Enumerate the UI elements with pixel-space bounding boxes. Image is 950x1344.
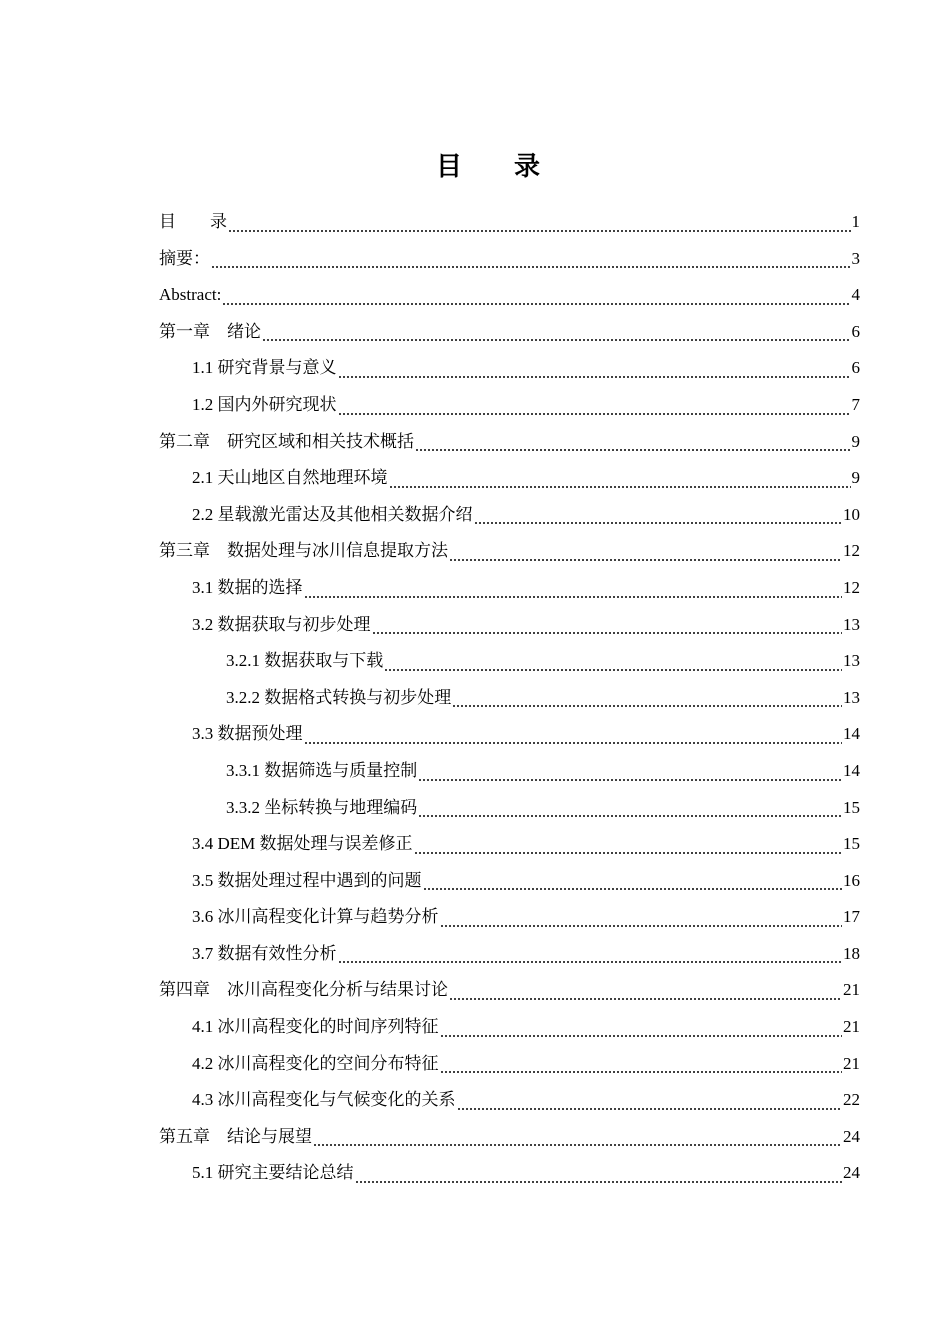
dot-leader <box>372 632 843 634</box>
toc-entry-label: 2.2 星载激光雷达及其他相关数据介绍 <box>192 504 473 524</box>
dot-leader <box>262 339 851 341</box>
toc-entry[interactable] <box>159 753 860 790</box>
table-of-contents <box>159 204 860 1192</box>
page-title <box>0 146 950 183</box>
toc-entry-page: 21 <box>843 980 860 1000</box>
toc-entry-label: 3.5 数据处理过程中遇到的问题 <box>192 870 422 890</box>
toc-entry-page: 15 <box>843 834 860 854</box>
toc-entry-label: 1.1 研究背景与意义 <box>192 358 337 378</box>
toc-entry-page: 22 <box>843 1090 860 1110</box>
toc-entry-page: 17 <box>843 907 860 927</box>
dot-leader <box>414 852 842 854</box>
toc-entry-page: 24 <box>843 1126 860 1146</box>
dot-leader <box>418 815 842 817</box>
title-char-right: 录 <box>514 152 541 182</box>
dot-leader <box>440 1071 843 1073</box>
toc-entry-label: 2.1 天山地区自然地理环境 <box>192 468 388 488</box>
dot-leader <box>313 1144 842 1146</box>
toc-entry-label: 3.2 数据获取与初步处理 <box>192 614 371 634</box>
dot-leader <box>211 266 851 268</box>
toc-entry-label: 4.2 冰川高程变化的空间分布特征 <box>192 1053 439 1073</box>
toc-entry-page: 9 <box>851 431 860 451</box>
toc-entry-label: 3.7 数据有效性分析 <box>192 943 337 963</box>
toc-entry[interactable] <box>159 277 860 314</box>
toc-entry-page: 13 <box>843 687 860 707</box>
toc-entry[interactable] <box>159 936 860 973</box>
toc-entry[interactable] <box>159 680 860 717</box>
toc-entry-label: 3.3 数据预处理 <box>192 724 303 744</box>
toc-entry-label: 4.3 冰川高程变化与气候变化的关系 <box>192 1090 456 1110</box>
dot-leader <box>440 925 843 927</box>
toc-entry-page: 6 <box>851 321 860 341</box>
toc-entry-label: 5.1 研究主要结论总结 <box>192 1163 354 1183</box>
toc-entry-page: 9 <box>851 468 860 488</box>
dot-leader <box>355 1181 843 1183</box>
dot-leader <box>338 413 851 415</box>
toc-entry[interactable] <box>159 570 860 607</box>
dot-leader <box>474 522 843 524</box>
toc-entry[interactable] <box>159 643 860 680</box>
toc-entry-page: 21 <box>843 1053 860 1073</box>
toc-entry-label: 摘要： <box>159 248 210 268</box>
toc-entry-page: 13 <box>843 614 860 634</box>
toc-entry-label: Abstract: <box>159 285 222 305</box>
toc-entry-label: 3.2.1 数据获取与下载 <box>226 651 384 671</box>
toc-entry[interactable] <box>159 1119 860 1156</box>
toc-entry[interactable] <box>159 716 860 753</box>
toc-entry-label: 第一章 绪论 <box>159 321 261 341</box>
toc-entry[interactable] <box>159 460 860 497</box>
toc-entry-label: 3.4 DEM 数据处理与误差修正 <box>192 834 413 854</box>
toc-entry[interactable] <box>159 826 860 863</box>
dot-leader <box>304 596 843 598</box>
toc-entry-page: 15 <box>843 797 860 817</box>
toc-entry-page: 21 <box>843 1017 860 1037</box>
toc-entry-page: 12 <box>843 577 860 597</box>
toc-entry[interactable] <box>159 790 860 827</box>
toc-entry-label: 3.1 数据的选择 <box>192 577 303 597</box>
dot-leader <box>449 559 842 561</box>
toc-entry[interactable] <box>159 204 860 241</box>
toc-entry[interactable] <box>159 972 860 1009</box>
toc-entry-label: 3.3.1 数据筛选与质量控制 <box>226 760 418 780</box>
toc-entry-label: 第三章 数据处理与冰川信息提取方法 <box>159 541 448 561</box>
dot-leader <box>222 303 850 305</box>
toc-entry[interactable] <box>159 350 860 387</box>
toc-entry[interactable] <box>159 241 860 278</box>
toc-entry[interactable] <box>159 863 860 900</box>
toc-entry[interactable] <box>159 387 860 424</box>
title-char-left: 目 <box>435 152 462 182</box>
toc-entry[interactable] <box>159 607 860 644</box>
dot-leader <box>338 376 851 378</box>
dot-leader <box>415 449 851 451</box>
toc-entry-page: 18 <box>843 943 860 963</box>
toc-entry-page: 3 <box>851 248 860 268</box>
toc-entry[interactable] <box>159 424 860 461</box>
dot-leader <box>228 230 851 232</box>
toc-entry[interactable] <box>159 533 860 570</box>
toc-entry[interactable] <box>159 899 860 936</box>
dot-leader <box>423 888 843 890</box>
dot-leader <box>304 742 843 744</box>
toc-entry-page: 10 <box>843 504 860 524</box>
toc-entry-page: 13 <box>843 651 860 671</box>
toc-entry[interactable] <box>159 1009 860 1046</box>
dot-leader <box>389 486 851 488</box>
dot-leader <box>440 1035 843 1037</box>
toc-entry-page: 7 <box>851 394 860 414</box>
toc-entry[interactable] <box>159 497 860 534</box>
toc-entry-label: 3.2.2 数据格式转换与初步处理 <box>226 687 452 707</box>
toc-entry-label: 第四章 冰川高程变化分析与结果讨论 <box>159 980 448 1000</box>
dot-leader <box>449 998 842 1000</box>
toc-entry-page: 14 <box>843 760 860 780</box>
dot-leader <box>418 779 842 781</box>
dot-leader <box>338 961 843 963</box>
toc-entry-label: 4.1 冰川高程变化的时间序列特征 <box>192 1017 439 1037</box>
dot-leader <box>452 705 842 707</box>
toc-entry[interactable] <box>159 1082 860 1119</box>
toc-entry[interactable] <box>159 314 860 351</box>
toc-entry-page: 12 <box>843 541 860 561</box>
toc-entry-page: 16 <box>843 870 860 890</box>
toc-entry-label: 第二章 研究区域和相关技术概括 <box>159 431 414 451</box>
toc-entry-page: 14 <box>843 724 860 744</box>
toc-entry[interactable] <box>159 1046 860 1083</box>
toc-entry-label: 3.3.2 坐标转换与地理编码 <box>226 797 418 817</box>
toc-entry-label: 1.2 国内外研究现状 <box>192 394 337 414</box>
toc-entry-page: 4 <box>851 285 860 305</box>
toc-entry-label: 3.6 冰川高程变化计算与趋势分析 <box>192 907 439 927</box>
toc-entry-label: 第五章 结论与展望 <box>159 1126 312 1146</box>
dot-leader <box>457 1108 843 1110</box>
toc-entry-page: 24 <box>843 1163 860 1183</box>
toc-entry-page: 6 <box>851 358 860 378</box>
toc-entry[interactable] <box>159 1155 860 1192</box>
toc-entry-label: 目 录 <box>159 212 227 231</box>
dot-leader <box>384 669 842 671</box>
toc-entry-page: 1 <box>851 212 860 231</box>
